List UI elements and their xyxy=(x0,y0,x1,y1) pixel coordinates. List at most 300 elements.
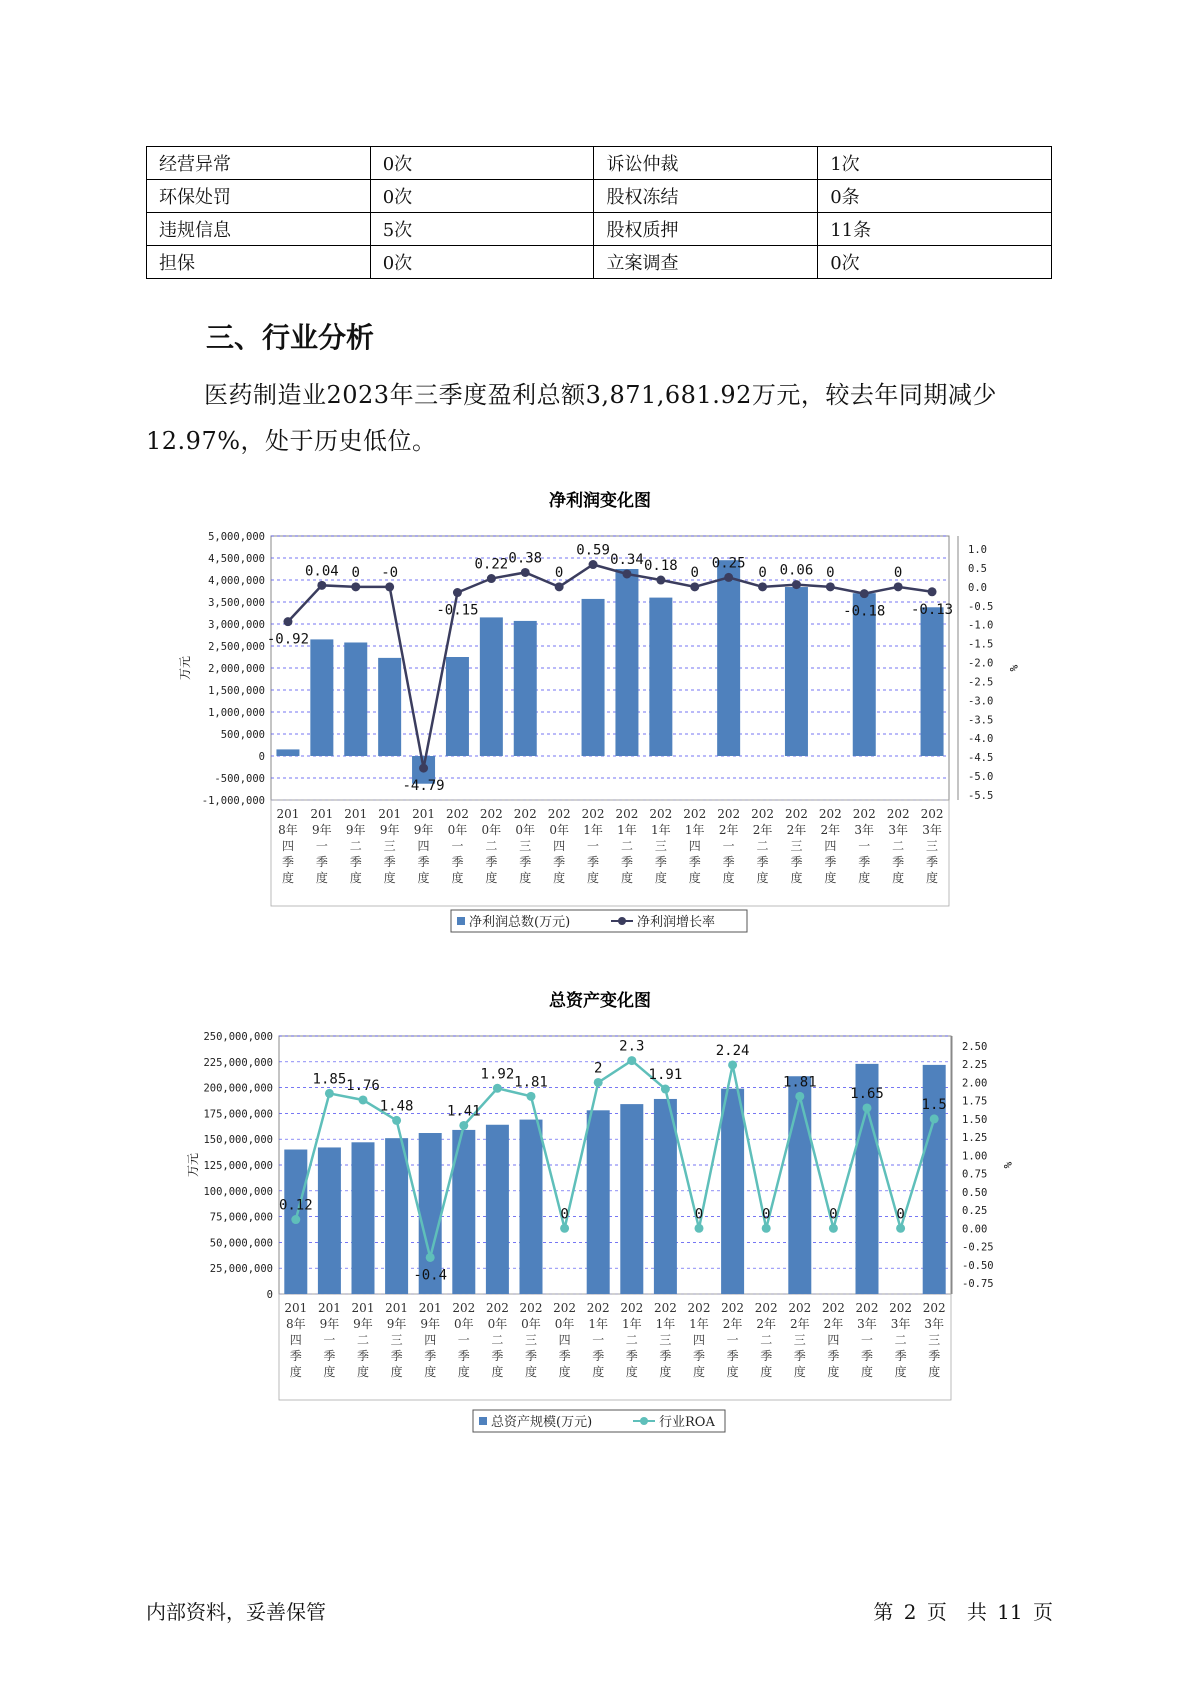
data-label: 0.25 xyxy=(711,555,746,572)
x-tick-label: 三 xyxy=(383,839,396,853)
x-tick-label: 0年 xyxy=(487,1317,508,1331)
table-cell: 立案调查 xyxy=(594,246,818,279)
x-tick-label: 二 xyxy=(894,1333,907,1347)
bar xyxy=(514,621,537,756)
data-label: 1.76 xyxy=(346,1077,380,1094)
table-cell: 0次 xyxy=(818,246,1052,279)
x-tick-label: 2年 xyxy=(820,823,841,837)
line-point xyxy=(792,580,801,589)
y-tick-label: 25,000,000 xyxy=(209,1263,273,1276)
data-label: 0.06 xyxy=(779,562,814,579)
x-tick-label: 二 xyxy=(349,839,362,853)
bar xyxy=(318,1147,341,1294)
legend-line-marker xyxy=(618,917,626,925)
bar xyxy=(310,639,333,756)
x-tick-label: 季 xyxy=(553,855,566,869)
x-tick-label: 3年 xyxy=(854,823,875,837)
data-label: 0.59 xyxy=(576,542,610,559)
x-tick-label: 一 xyxy=(451,839,464,853)
line-point xyxy=(627,1056,636,1065)
bar xyxy=(721,1089,744,1294)
line-point xyxy=(487,574,496,583)
line-point xyxy=(863,1103,872,1112)
x-tick-label: 3年 xyxy=(890,1317,911,1331)
x-tick-label: 度 xyxy=(654,871,667,885)
line-point xyxy=(829,1224,838,1233)
line-point xyxy=(896,1224,905,1233)
data-label: 0.22 xyxy=(474,556,509,573)
line-point xyxy=(690,582,699,591)
x-tick-label: 四 xyxy=(688,839,701,853)
data-label: 1.81 xyxy=(514,1074,548,1091)
bar xyxy=(276,749,299,756)
x-tick-label: 度 xyxy=(688,871,701,885)
x-tick-label: 201 xyxy=(351,1301,375,1315)
y-tick-label: 0 xyxy=(258,751,265,763)
x-tick-label: 度 xyxy=(424,1365,437,1379)
bar xyxy=(921,607,944,756)
x-tick-label: 0年 xyxy=(447,823,468,837)
x-tick-label: 202 xyxy=(687,1301,711,1315)
y2-tick-label: -0.5 xyxy=(968,600,994,613)
x-tick-label: 9年 xyxy=(319,1317,340,1331)
y-tick-label: 1,500,000 xyxy=(208,685,265,697)
x-tick-label: 季 xyxy=(519,855,532,869)
y-tick-label: 3,000,000 xyxy=(208,619,265,631)
x-tick-label: 度 xyxy=(722,871,735,885)
x-tick-label: 三 xyxy=(926,839,939,853)
x-tick-label: 0年 xyxy=(453,1317,474,1331)
x-tick-label: 202 xyxy=(818,807,842,821)
x-tick-label: 季 xyxy=(587,855,600,869)
table-cell: 0条 xyxy=(818,180,1052,213)
x-tick-label: 四 xyxy=(692,1333,706,1347)
y-tick-label: 75,000,000 xyxy=(209,1211,273,1224)
y2-tick-label: -4.5 xyxy=(968,752,994,765)
x-tick-label: 季 xyxy=(894,1349,907,1363)
bar xyxy=(344,642,367,756)
x-tick-label: 202 xyxy=(920,807,944,821)
x-tick-label: 2年 xyxy=(786,823,807,837)
y2-tick-label: 1.75 xyxy=(962,1095,988,1108)
x-tick-label: 季 xyxy=(726,1349,739,1363)
y2-tick-label: 1.50 xyxy=(962,1113,988,1126)
x-tick-label: 度 xyxy=(485,871,498,885)
x-tick-label: 202 xyxy=(479,807,503,821)
x-tick-label: 1年 xyxy=(684,823,705,837)
x-tick-label: 201 xyxy=(276,807,300,821)
line-point xyxy=(795,1092,804,1101)
x-tick-label: 三 xyxy=(793,1333,806,1347)
x-tick-label: 202 xyxy=(821,1301,845,1315)
line-point xyxy=(325,1089,334,1098)
x-tick-label: 季 xyxy=(524,1349,538,1363)
x-tick-label: 季 xyxy=(383,855,396,869)
x-tick-label: 1年 xyxy=(583,823,603,837)
y2-tick-label: -3.0 xyxy=(968,695,994,708)
x-tick-label: 9年 xyxy=(386,1317,407,1331)
line-point xyxy=(656,576,665,585)
x-tick-label: 季 xyxy=(558,1349,571,1363)
data-label: 2.3 xyxy=(619,1038,645,1055)
data-label: 0 xyxy=(829,1206,838,1223)
x-tick-label: 度 xyxy=(451,871,464,885)
table-cell: 环保处罚 xyxy=(147,180,371,213)
x-tick-label: 202 xyxy=(586,1301,610,1315)
x-tick-label: 度 xyxy=(692,1365,706,1379)
x-tick-label: 季 xyxy=(390,1349,403,1363)
x-tick-label: 202 xyxy=(886,807,910,821)
x-tick-label: 0年 xyxy=(554,1317,575,1331)
x-tick-label: 四 xyxy=(824,839,837,853)
total-assets-chart xyxy=(0,988,1191,1452)
line-point xyxy=(453,588,462,597)
y2-tick-label: 1.00 xyxy=(962,1150,988,1163)
x-tick-label: 三 xyxy=(519,839,532,853)
x-tick-label: 0年 xyxy=(481,823,502,837)
x-tick-label: 202 xyxy=(922,1301,946,1315)
x-tick-label: 度 xyxy=(625,1365,638,1379)
x-tick-label: 度 xyxy=(383,871,396,885)
bar xyxy=(717,560,740,756)
y2-axis-label: % xyxy=(1007,664,1020,672)
line-point xyxy=(826,582,835,591)
y-tick-label: 250,000,000 xyxy=(203,1031,273,1043)
x-tick-label: 201 xyxy=(412,807,436,821)
y-tick-label: 150,000,000 xyxy=(203,1134,273,1147)
x-tick-label: 四 xyxy=(417,839,430,853)
y2-tick-label: 0.5 xyxy=(968,562,987,575)
data-label: -0 xyxy=(381,564,399,581)
bar xyxy=(620,1104,643,1294)
line-point xyxy=(521,568,530,577)
x-tick-label: 3年 xyxy=(924,1317,945,1331)
table-cell: 经营异常 xyxy=(147,147,371,180)
data-label: -0.13 xyxy=(910,601,954,618)
y2-tick-label: 0.00 xyxy=(962,1223,988,1236)
y-tick-label: 3,500,000 xyxy=(208,597,265,609)
legend-line-marker xyxy=(640,1417,648,1425)
x-tick-label: 0年 xyxy=(549,823,569,837)
legend-label: 净利润增长率 xyxy=(637,915,716,930)
x-tick-label: 2年 xyxy=(756,1317,777,1331)
bar xyxy=(788,1076,811,1294)
y2-tick-label: -2.0 xyxy=(968,657,994,670)
data-label: 0 xyxy=(893,564,903,581)
line-point xyxy=(594,1078,603,1087)
x-tick-label: 202 xyxy=(620,1301,644,1315)
data-label: 0 xyxy=(554,564,564,581)
x-tick-label: 二 xyxy=(760,1333,773,1347)
data-label: 1.81 xyxy=(782,1074,817,1091)
table-cell: 股权冻结 xyxy=(594,180,818,213)
y2-tick-label: 0.75 xyxy=(962,1168,988,1181)
y-axis-label: 万元 xyxy=(178,655,192,681)
x-tick-label: 2年 xyxy=(789,1317,810,1331)
x-tick-label: 202 xyxy=(852,807,876,821)
data-label: 0.12 xyxy=(278,1197,313,1214)
data-label: 1.48 xyxy=(379,1098,414,1115)
bar xyxy=(352,1142,375,1294)
x-tick-label: 二 xyxy=(356,1333,370,1347)
y-axis-label: 万元 xyxy=(186,1152,200,1178)
x-tick-label: 2年 xyxy=(722,1317,743,1331)
x-tick-label: 202 xyxy=(788,1301,812,1315)
line-point xyxy=(527,1092,536,1101)
data-label: -4.79 xyxy=(402,778,445,795)
y2-tick-label: 0.0 xyxy=(968,581,987,594)
chart-title: 净利润变化图 xyxy=(549,491,651,511)
section-heading: 三、行业分析 xyxy=(206,321,375,354)
y-tick-label: 1,000,000 xyxy=(208,707,265,719)
y2-tick-label: -1.5 xyxy=(968,638,994,651)
x-tick-label: 3年 xyxy=(922,823,942,837)
x-tick-label: 201 xyxy=(385,1301,409,1315)
table-cell: 1次 xyxy=(818,147,1052,180)
table-cell: 诉讼仲裁 xyxy=(594,147,818,180)
y2-tick-label: 0.50 xyxy=(962,1186,988,1199)
table-row xyxy=(147,246,1052,279)
data-label: 0 xyxy=(826,564,835,581)
x-tick-label: 0年 xyxy=(515,823,536,837)
table-cell: 担保 xyxy=(147,246,371,279)
y-tick-label: 2,000,000 xyxy=(208,663,265,675)
x-tick-label: 1年 xyxy=(651,823,671,837)
x-tick-label: 度 xyxy=(519,871,532,885)
x-tick-label: 度 xyxy=(760,1365,773,1379)
x-tick-label: 一 xyxy=(323,1333,336,1347)
net-profit-chart-svg xyxy=(0,488,1191,948)
y-tick-label: 2,500,000 xyxy=(208,641,265,653)
x-tick-label: 季 xyxy=(824,855,837,869)
data-label: 0 xyxy=(690,564,699,581)
bar xyxy=(615,569,638,756)
x-tick-label: 201 xyxy=(378,807,402,821)
line-point xyxy=(283,617,292,626)
x-tick-label: 季 xyxy=(760,1349,773,1363)
total-assets-chart-svg xyxy=(0,988,1191,1448)
x-tick-label: 二 xyxy=(756,839,769,853)
x-tick-label: 度 xyxy=(824,871,837,885)
table-cell: 0次 xyxy=(370,180,594,213)
x-tick-label: 度 xyxy=(793,1365,806,1379)
x-tick-label: 季 xyxy=(827,1349,840,1363)
x-tick-label: 202 xyxy=(653,1301,677,1315)
x-tick-label: 季 xyxy=(349,855,362,869)
y2-tick-label: -5.0 xyxy=(968,771,994,784)
x-tick-label: 202 xyxy=(683,807,707,821)
x-tick-label: 季 xyxy=(625,1349,638,1363)
x-tick-label: 季 xyxy=(756,855,769,869)
x-tick-label: 四 xyxy=(424,1333,437,1347)
x-tick-label: 度 xyxy=(860,1365,874,1379)
x-tick-label: 202 xyxy=(784,807,808,821)
y2-tick-label: -1.0 xyxy=(968,619,994,632)
y2-tick-label: -3.5 xyxy=(968,714,994,727)
x-tick-label: 度 xyxy=(659,1365,672,1379)
x-tick-label: 季 xyxy=(424,1349,437,1363)
x-tick-label: 度 xyxy=(587,871,600,885)
x-tick-label: 四 xyxy=(827,1333,840,1347)
x-tick-label: 9年 xyxy=(353,1317,373,1331)
line-point xyxy=(419,764,428,773)
bar xyxy=(378,658,401,756)
x-tick-label: 三 xyxy=(390,1333,403,1347)
data-label: 2.24 xyxy=(715,1042,750,1059)
x-tick-label: 度 xyxy=(892,871,905,885)
data-label: 0 xyxy=(694,1206,704,1223)
x-tick-label: 一 xyxy=(587,839,600,853)
data-label: -0.18 xyxy=(843,603,886,620)
line-point xyxy=(622,569,631,578)
table-row xyxy=(147,147,1052,180)
data-label: -0.15 xyxy=(436,602,479,619)
category-axis-frame xyxy=(279,1294,951,1400)
x-tick-label: 度 xyxy=(592,1365,605,1379)
x-tick-label: 度 xyxy=(756,871,769,885)
x-tick-label: 9年 xyxy=(413,823,434,837)
table-cell: 11条 xyxy=(818,213,1052,246)
legend-label: 净利润总数(万元) xyxy=(469,915,571,930)
y-tick-label: -500,000 xyxy=(214,773,265,785)
line-point xyxy=(359,1095,368,1104)
x-tick-label: 202 xyxy=(452,1301,476,1315)
x-tick-label: 2年 xyxy=(823,1317,844,1331)
x-tick-label: 202 xyxy=(519,1301,543,1315)
line-point xyxy=(724,573,733,582)
data-label: 0 xyxy=(560,1206,569,1223)
x-tick-label: 季 xyxy=(485,855,498,869)
line-point xyxy=(728,1060,737,1069)
bar xyxy=(649,598,672,756)
legend-bar-swatch xyxy=(457,917,465,925)
y-tick-label: 125,000,000 xyxy=(203,1160,273,1172)
category-axis-frame xyxy=(271,800,949,906)
bar xyxy=(480,617,503,756)
x-tick-label: 季 xyxy=(289,1349,302,1363)
x-tick-label: 一 xyxy=(726,1333,739,1347)
x-tick-label: 度 xyxy=(558,1365,571,1379)
x-tick-label: 201 xyxy=(317,1301,341,1315)
x-tick-label: 202 xyxy=(581,807,605,821)
y-tick-label: 5,000,000 xyxy=(208,531,265,543)
y2-tick-label: -0.75 xyxy=(962,1278,994,1290)
x-tick-label: 季 xyxy=(928,1349,941,1363)
line-point xyxy=(758,582,767,591)
x-tick-label: 季 xyxy=(592,1349,605,1363)
table-cell: 5次 xyxy=(370,213,594,246)
x-tick-label: 季 xyxy=(356,1349,370,1363)
bar xyxy=(520,1120,543,1294)
x-tick-label: 季 xyxy=(654,855,667,869)
x-tick-label: 三 xyxy=(659,1333,672,1347)
risk-info-table xyxy=(146,146,1052,279)
x-tick-label: 季 xyxy=(860,1349,874,1363)
chart-title: 总资产变化图 xyxy=(549,991,651,1011)
x-tick-label: 度 xyxy=(894,1365,907,1379)
line-point xyxy=(762,1224,771,1233)
line-point xyxy=(589,560,598,569)
x-tick-label: 1年 xyxy=(655,1317,676,1331)
data-label: 0 xyxy=(761,1206,771,1223)
x-tick-label: 度 xyxy=(390,1365,403,1379)
x-tick-label: 201 xyxy=(310,807,334,821)
x-tick-label: 四 xyxy=(558,1333,571,1347)
data-label: 0.34 xyxy=(610,551,644,568)
bar xyxy=(486,1125,509,1294)
x-tick-label: 四 xyxy=(553,839,566,853)
x-tick-label: 度 xyxy=(417,871,430,885)
x-tick-label: 季 xyxy=(790,855,803,869)
x-tick-label: 季 xyxy=(688,855,701,869)
y2-tick-label: 2.00 xyxy=(962,1077,988,1090)
x-tick-label: 9年 xyxy=(420,1317,441,1331)
bar xyxy=(385,1138,408,1294)
y2-tick-label: -2.5 xyxy=(968,676,994,689)
x-tick-label: 1年 xyxy=(588,1317,609,1331)
data-label: 2 xyxy=(593,1060,603,1077)
x-tick-label: 度 xyxy=(827,1365,840,1379)
x-tick-label: 202 xyxy=(445,807,469,821)
bar xyxy=(785,587,808,756)
y-tick-label: 200,000,000 xyxy=(203,1082,273,1095)
y2-tick-label: 1.0 xyxy=(968,544,987,556)
data-label: 0 xyxy=(896,1206,905,1223)
x-tick-label: 度 xyxy=(790,871,803,885)
y2-tick-label: -0.50 xyxy=(962,1259,994,1272)
net-profit-chart xyxy=(0,488,1191,952)
x-tick-label: 度 xyxy=(620,871,633,885)
x-tick-label: 度 xyxy=(281,871,294,885)
x-tick-label: 度 xyxy=(491,1365,504,1379)
x-tick-label: 202 xyxy=(615,807,639,821)
x-tick-label: 季 xyxy=(892,855,905,869)
x-tick-label: 201 xyxy=(344,807,368,821)
data-label: -0.4 xyxy=(413,1267,448,1284)
x-tick-label: 季 xyxy=(491,1349,504,1363)
y-tick-label: -1,000,000 xyxy=(201,795,265,807)
data-label: 0.38 xyxy=(508,550,543,567)
x-tick-label: 季 xyxy=(451,855,464,869)
data-label: 1.5 xyxy=(921,1096,947,1113)
x-tick-label: 202 xyxy=(553,1301,577,1315)
line-point xyxy=(695,1224,704,1233)
x-tick-label: 3年 xyxy=(857,1317,877,1331)
x-tick-label: 二 xyxy=(892,839,905,853)
x-tick-label: 度 xyxy=(726,1365,739,1379)
line-point xyxy=(860,589,869,598)
x-tick-label: 度 xyxy=(356,1365,370,1379)
x-tick-label: 202 xyxy=(485,1301,509,1315)
x-tick-label: 202 xyxy=(721,1301,745,1315)
table-cell: 股权质押 xyxy=(594,213,818,246)
table-cell: 0次 xyxy=(370,246,594,279)
line-point xyxy=(894,582,903,591)
x-tick-label: 202 xyxy=(649,807,673,821)
x-tick-label: 1年 xyxy=(689,1317,709,1331)
y-tick-label: 225,000,000 xyxy=(203,1056,273,1069)
x-tick-label: 二 xyxy=(485,839,498,853)
x-tick-label: 季 xyxy=(692,1349,706,1363)
analysis-paragraph: 医药制造业2023年三季度盈利总额3,871,681.92万元，较去年同期减少12.97%，处于历史低位。 xyxy=(146,381,997,455)
y-tick-label: 50,000,000 xyxy=(209,1237,273,1250)
x-tick-label: 三 xyxy=(654,839,667,853)
y-tick-label: 500,000 xyxy=(220,729,265,741)
legend-label: 行业ROA xyxy=(659,1415,715,1430)
y2-tick-label: -0.25 xyxy=(962,1241,994,1254)
x-tick-label: 季 xyxy=(722,855,735,869)
x-tick-label: 度 xyxy=(315,871,328,885)
